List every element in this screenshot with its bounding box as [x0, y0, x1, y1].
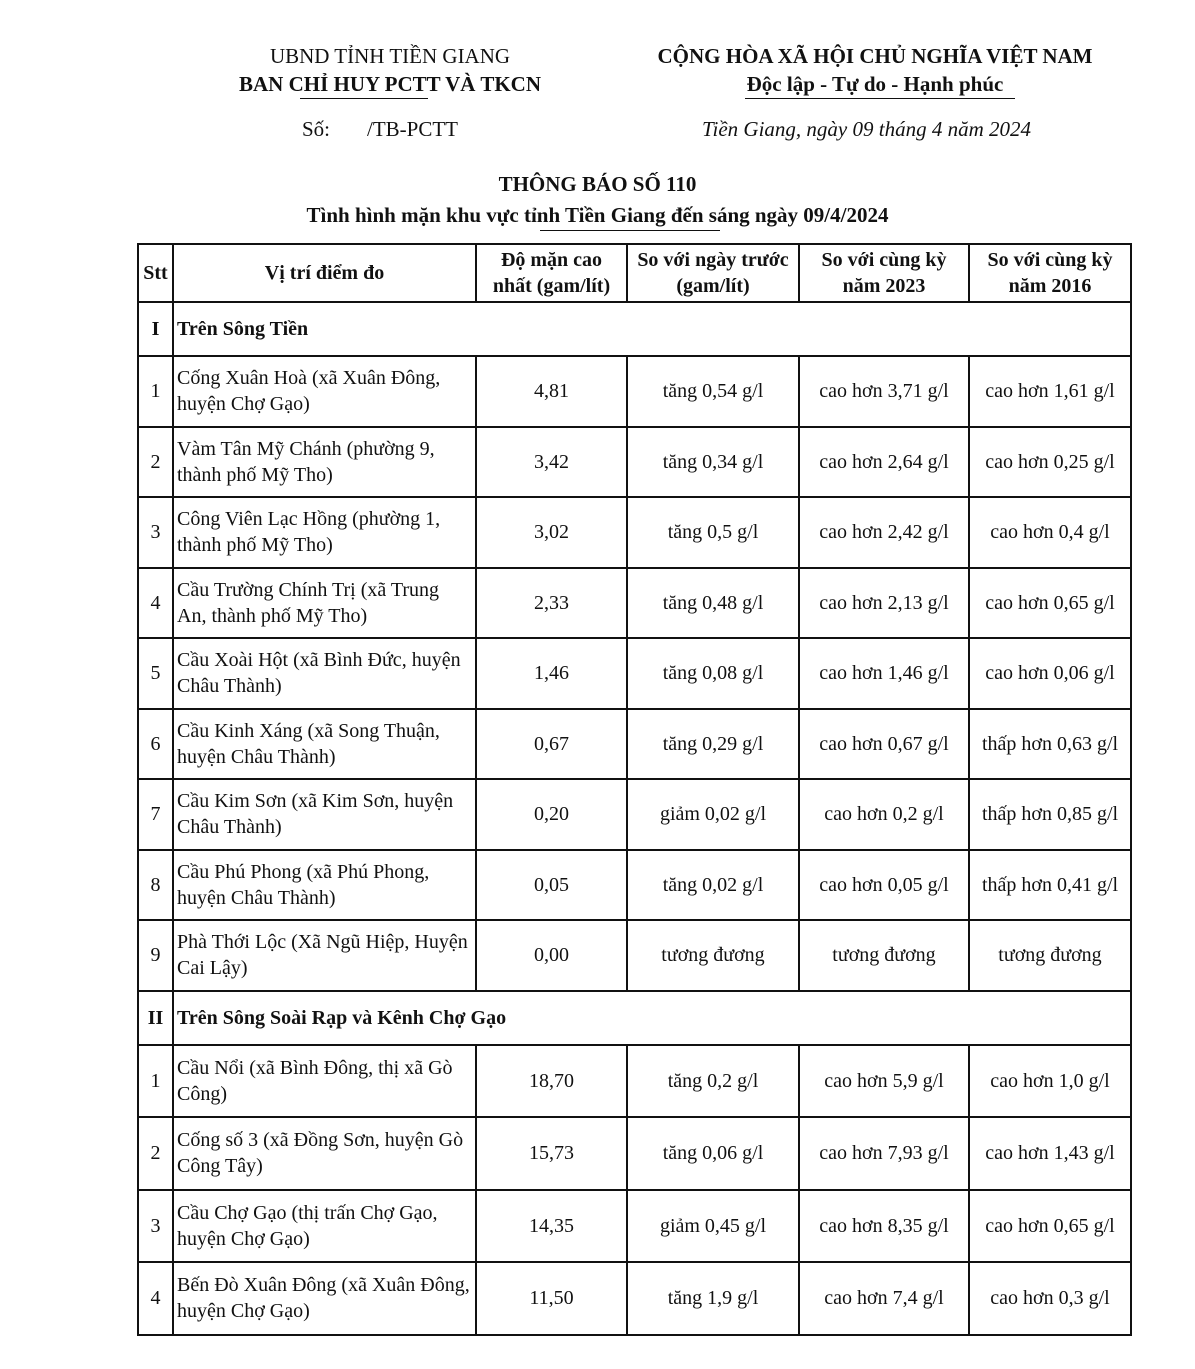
table-row	[138, 850, 1131, 921]
notice-title: THÔNG BÁO SỐ 110	[498, 172, 697, 196]
row-vs-previous-day: tăng 0,54 g/l	[627, 356, 799, 427]
row-vs-2023: cao hơn 8,35 g/l	[799, 1190, 969, 1263]
row-vs-2016: thấp hơn 0,63 g/l	[969, 709, 1131, 780]
row-max-salinity: 3,02	[476, 497, 627, 568]
salinity-table	[137, 243, 1132, 1336]
row-stt: 2	[138, 1117, 173, 1190]
section-numeral: II	[138, 991, 173, 1045]
row-vs-2016: cao hơn 0,25 g/l	[969, 427, 1131, 498]
row-location: Cống Xuân Hoà (xã Xuân Đông, huyện Chợ Gạo)	[173, 356, 476, 427]
row-vs-2016: cao hơn 1,61 g/l	[969, 356, 1131, 427]
doc-number-label: Số:	[302, 117, 331, 141]
row-vs-2023: cao hơn 1,46 g/l	[799, 638, 969, 709]
row-max-salinity: 4,81	[476, 356, 627, 427]
table-row	[138, 427, 1131, 498]
subtitle-underline	[540, 230, 720, 231]
row-stt: 4	[138, 568, 173, 639]
row-max-salinity: 0,20	[476, 779, 627, 850]
row-vs-2016: tương đương	[969, 920, 1131, 991]
agency-subunit: BAN CHỈ HUY PCTT VÀ TKCN	[238, 72, 542, 96]
row-vs-previous-day: tăng 0,08 g/l	[627, 638, 799, 709]
row-vs-2023: cao hơn 5,9 g/l	[799, 1045, 969, 1118]
table-row	[138, 1045, 1131, 1118]
row-vs-2016: cao hơn 1,0 g/l	[969, 1045, 1131, 1118]
row-vs-2023: cao hơn 2,42 g/l	[799, 497, 969, 568]
row-max-salinity: 0,00	[476, 920, 627, 991]
doc-number-suffix: /TB-PCTT	[367, 117, 459, 141]
agency-underline	[300, 98, 428, 99]
row-max-salinity: 11,50	[476, 1262, 627, 1335]
row-stt: 3	[138, 497, 173, 568]
section-name: Trên Sông Tiền	[173, 302, 1131, 356]
row-vs-2023: cao hơn 0,67 g/l	[799, 709, 969, 780]
table-row	[138, 920, 1131, 991]
row-stt: 1	[138, 356, 173, 427]
col-header-vs-2016: So với cùng kỳ năm 2016	[969, 244, 1131, 302]
row-vs-2016: cao hơn 0,06 g/l	[969, 638, 1131, 709]
row-vs-2016: thấp hơn 0,41 g/l	[969, 850, 1131, 921]
table-header-row	[138, 244, 1131, 302]
section-numeral: I	[138, 302, 173, 356]
table-row	[138, 356, 1131, 427]
table-row	[138, 1117, 1131, 1190]
row-stt: 8	[138, 850, 173, 921]
agency-name: UBND TỈNH TIỀN GIANG	[269, 44, 511, 68]
row-vs-2016: cao hơn 0,3 g/l	[969, 1262, 1131, 1335]
table-row	[138, 1190, 1131, 1263]
row-vs-2023: cao hơn 2,13 g/l	[799, 568, 969, 639]
row-stt: 4	[138, 1262, 173, 1335]
section-row	[138, 991, 1131, 1045]
row-vs-previous-day: giảm 0,02 g/l	[627, 779, 799, 850]
row-vs-2023: cao hơn 3,71 g/l	[799, 356, 969, 427]
section-name: Trên Sông Soài Rạp và Kênh Chợ Gạo	[173, 991, 1131, 1045]
row-location: Bến Đò Xuân Đông (xã Xuân Đông, huyện Chợ Gạo)	[173, 1262, 476, 1335]
nation-motto: Độc lập - Tự do - Hạnh phúc	[746, 72, 1004, 96]
table-row	[138, 779, 1131, 850]
col-header-stt: Stt	[138, 244, 173, 302]
row-stt: 2	[138, 427, 173, 498]
row-stt: 7	[138, 779, 173, 850]
row-location: Phà Thới Lộc (Xã Ngũ Hiệp, Huyện Cai Lậy)	[173, 920, 476, 991]
row-vs-2016: cao hơn 0,65 g/l	[969, 568, 1131, 639]
row-stt: 5	[138, 638, 173, 709]
row-vs-previous-day: tăng 0,2 g/l	[627, 1045, 799, 1118]
row-vs-2023: cao hơn 7,4 g/l	[799, 1262, 969, 1335]
nation-name: CỘNG HÒA XÃ HỘI CHỦ NGHĨA VIỆT NAM	[657, 44, 1093, 68]
row-vs-2016: cao hơn 0,65 g/l	[969, 1190, 1131, 1263]
row-vs-previous-day: tăng 1,9 g/l	[627, 1262, 799, 1335]
col-header-vs-2023: So với cùng kỳ năm 2023	[799, 244, 969, 302]
row-max-salinity: 15,73	[476, 1117, 627, 1190]
row-location: Cầu Nổi (xã Bình Đông, thị xã Gò Công)	[173, 1045, 476, 1118]
row-vs-previous-day: tương đương	[627, 920, 799, 991]
row-stt: 1	[138, 1045, 173, 1118]
row-vs-previous-day: tăng 0,34 g/l	[627, 427, 799, 498]
place-date: Tiền Giang, ngày 09 tháng 4 năm 2024	[702, 117, 1031, 141]
row-max-salinity: 0,67	[476, 709, 627, 780]
col-header-location: Vị trí điểm đo	[173, 244, 476, 302]
row-max-salinity: 3,42	[476, 427, 627, 498]
row-stt: 9	[138, 920, 173, 991]
row-max-salinity: 14,35	[476, 1190, 627, 1263]
row-vs-previous-day: tăng 0,29 g/l	[627, 709, 799, 780]
table-row	[138, 568, 1131, 639]
col-header-max-salinity: Độ mặn cao nhất (gam/lít)	[476, 244, 627, 302]
notice-subtitle: Tình hình mặn khu vực tỉnh Tiền Giang đến sáng ngày 09/4/2024	[306, 203, 889, 227]
row-location: Cầu Kim Sơn (xã Kim Sơn, huyện Châu Thành)	[173, 779, 476, 850]
row-location: Cầu Phú Phong (xã Phú Phong, huyện Châu Thành)	[173, 850, 476, 921]
row-vs-previous-day: tăng 0,02 g/l	[627, 850, 799, 921]
row-vs-2023: cao hơn 0,05 g/l	[799, 850, 969, 921]
row-vs-2016: thấp hơn 0,85 g/l	[969, 779, 1131, 850]
row-vs-2023: tương đương	[799, 920, 969, 991]
col-header-vs-previous-day: So với ngày trước (gam/lít)	[627, 244, 799, 302]
row-max-salinity: 18,70	[476, 1045, 627, 1118]
table-row	[138, 1262, 1131, 1335]
row-location: Vàm Tân Mỹ Chánh (phường 9, thành phố Mỹ Tho)	[173, 427, 476, 498]
row-vs-2023: cao hơn 0,2 g/l	[799, 779, 969, 850]
row-location: Cầu Chợ Gạo (thị trấn Chợ Gạo, huyện Chợ Gạo)	[173, 1190, 476, 1263]
row-vs-2023: cao hơn 2,64 g/l	[799, 427, 969, 498]
table-row	[138, 638, 1131, 709]
row-max-salinity: 1,46	[476, 638, 627, 709]
row-stt: 6	[138, 709, 173, 780]
table-row	[138, 497, 1131, 568]
row-vs-previous-day: giảm 0,45 g/l	[627, 1190, 799, 1263]
row-location: Cống số 3 (xã Đồng Sơn, huyện Gò Công Tây)	[173, 1117, 476, 1190]
row-location: Cầu Xoài Hột (xã Bình Đức, huyện Châu Thành)	[173, 638, 476, 709]
row-max-salinity: 2,33	[476, 568, 627, 639]
row-vs-2023: cao hơn 7,93 g/l	[799, 1117, 969, 1190]
row-max-salinity: 0,05	[476, 850, 627, 921]
row-stt: 3	[138, 1190, 173, 1263]
table-row	[138, 709, 1131, 780]
row-vs-2016: cao hơn 0,4 g/l	[969, 497, 1131, 568]
row-location: Công Viên Lạc Hồng (phường 1, thành phố Mỹ Tho)	[173, 497, 476, 568]
row-location: Cầu Trường Chính Trị (xã Trung An, thành phố Mỹ Tho)	[173, 568, 476, 639]
motto-underline	[745, 98, 1015, 99]
row-vs-previous-day: tăng 0,48 g/l	[627, 568, 799, 639]
row-location: Cầu Kinh Xáng (xã Song Thuận, huyện Châu Thành)	[173, 709, 476, 780]
row-vs-previous-day: tăng 0,5 g/l	[627, 497, 799, 568]
section-row	[138, 302, 1131, 356]
row-vs-previous-day: tăng 0,06 g/l	[627, 1117, 799, 1190]
row-vs-2016: cao hơn 1,43 g/l	[969, 1117, 1131, 1190]
